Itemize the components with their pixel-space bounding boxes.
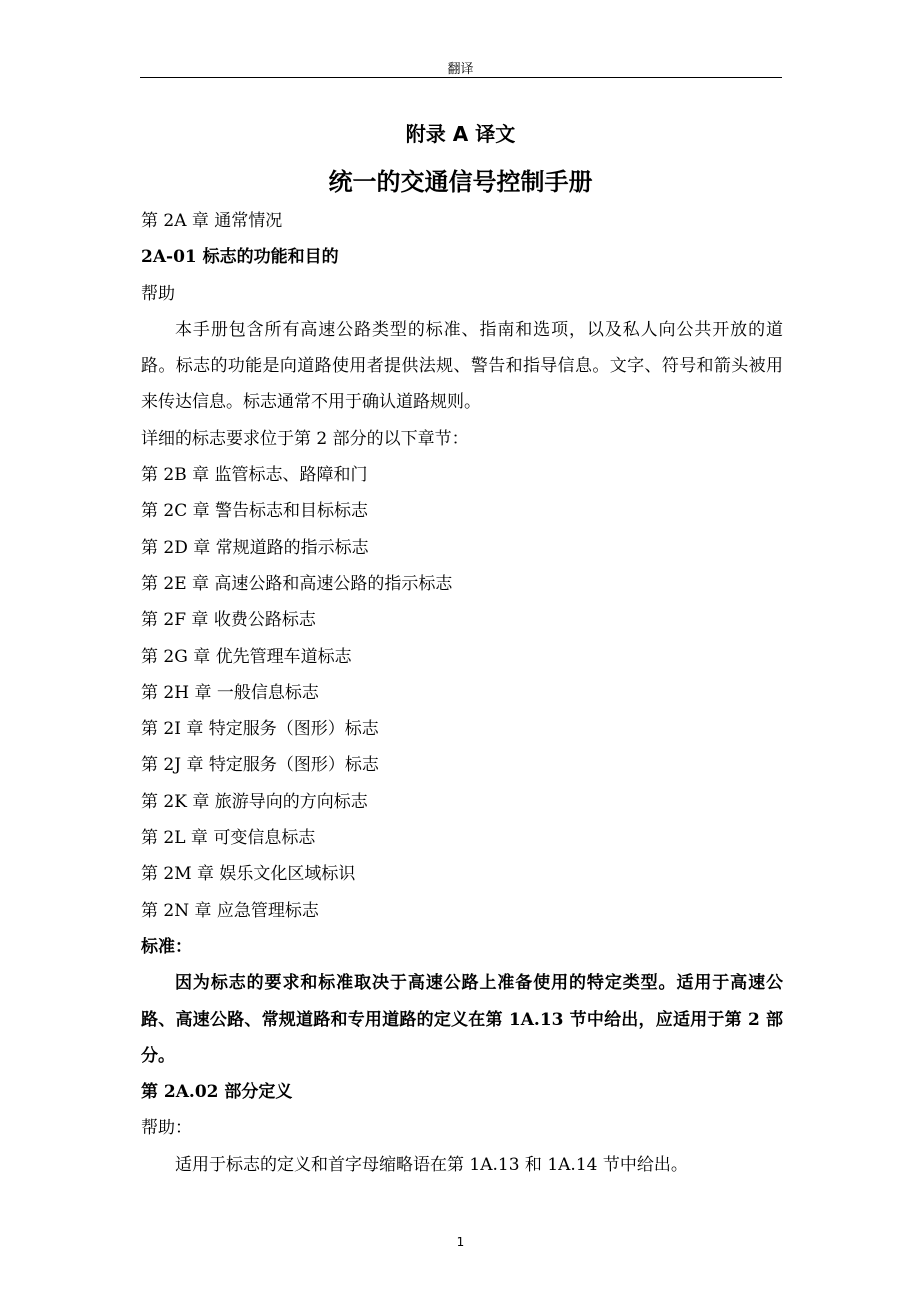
chapter-list xyxy=(141,457,783,929)
intro-paragraph: 本手册包含所有高速公路类型的标准、指南和选项，以及私人向公共开放的道路。标志的功能是向道路使用者提供法规、警告和指导信息。文字、符号和箭头被用来传达信息。标志通常不用于确认道路规则。 xyxy=(141,319,783,413)
support-label: 帮助 xyxy=(141,283,175,304)
list-item: 第 2D 章 常规道路的指示标志 xyxy=(141,537,369,558)
chapter-heading: 第 2A 章 通常情况 xyxy=(141,211,283,231)
header-divider xyxy=(140,77,782,78)
chapter-list-intro: 详细的标志要求位于第 2 部分的以下章节： xyxy=(141,428,469,449)
list-item: 第 2I 章 特定服务（图形）标志 xyxy=(141,719,379,740)
list-item: 第 2J 章 特定服务（图形）标志 xyxy=(141,755,379,776)
list-item: 第 2C 章 警告标志和目标标志 xyxy=(141,501,369,522)
support-label-2: 帮助： xyxy=(141,1118,192,1139)
definitions-paragraph: 适用于标志的定义和首字母缩略语在第 1A.13 和 1A.14 节中给出。 xyxy=(175,1154,688,1175)
list-item: 第 2G 章 优先管理车道标志 xyxy=(141,646,352,667)
list-item: 第 2M 章 娱乐文化区域标识 xyxy=(141,864,356,885)
document-body xyxy=(141,203,783,1183)
list-item: 第 2H 章 一般信息标志 xyxy=(141,682,319,703)
section-heading-2a-01: 2A-01 标志的功能和目的 xyxy=(141,247,339,268)
section-heading-2a-02: 第 2A.02 部分定义 xyxy=(141,1082,293,1103)
page-header: 翻译 xyxy=(447,62,474,77)
appendix-title: 附录 A 译文 xyxy=(405,122,516,146)
list-item: 第 2N 章 应急管理标志 xyxy=(141,900,319,921)
list-item: 第 2L 章 可变信息标志 xyxy=(141,828,316,849)
standard-label: 标准： xyxy=(141,936,192,957)
list-item: 第 2K 章 旅游导向的方向标志 xyxy=(141,791,368,812)
standard-paragraph: 因为标志的要求和标准取决于高速公路上准备使用的特定类型。适用于高速公路、高速公路、常规道路和专用道路的定义在第 1A.13 节中给出，应适用于第 2 部分。 xyxy=(141,973,783,1066)
document-title: 统一的交通信号控制手册 xyxy=(328,168,593,196)
list-item: 第 2B 章 监管标志、路障和门 xyxy=(141,465,368,486)
list-item: 第 2E 章 高速公路和高速公路的指示标志 xyxy=(141,573,453,594)
page-number: 1 xyxy=(456,1235,465,1249)
list-item: 第 2F 章 收费公路标志 xyxy=(141,610,316,631)
